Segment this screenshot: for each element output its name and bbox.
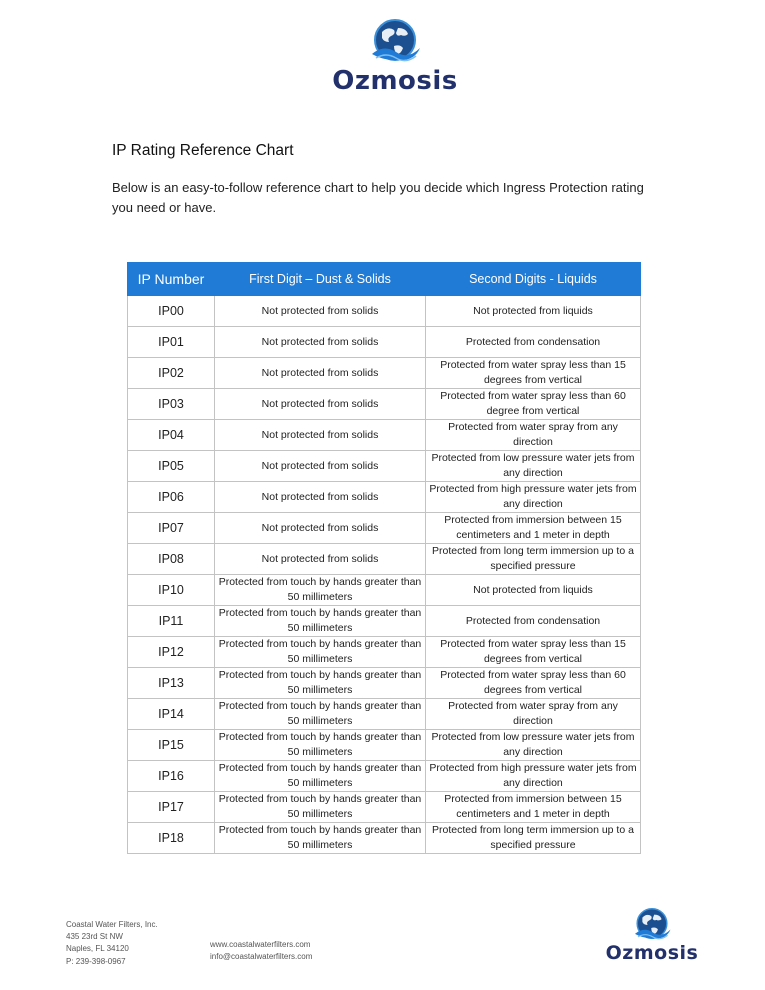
second-digit-cell: Not protected from liquids — [426, 575, 641, 606]
first-digit-cell: Not protected from solids — [215, 513, 426, 544]
ip-number-cell: IP03 — [128, 389, 215, 420]
second-digit-cell: Protected from immersion between 15 centimeters and 1 meter in depth — [426, 513, 641, 544]
header-second-digits: Second Digits - Liquids — [426, 263, 641, 296]
table-row — [128, 606, 641, 637]
table-row — [128, 389, 641, 420]
second-digit-cell: Protected from immersion between 15 centimeters and 1 meter in depth — [426, 792, 641, 823]
second-digit-cell: Protected from condensation — [426, 327, 641, 358]
second-digit-cell: Protected from low pressure water jets from any direction — [426, 730, 641, 761]
ip-number-cell: IP05 — [128, 451, 215, 482]
footer-phone: P: 239-398-0967 — [66, 956, 126, 966]
table-row — [128, 823, 641, 854]
table-row — [128, 761, 641, 792]
ip-number-cell: IP04 — [128, 420, 215, 451]
ip-number-cell: IP15 — [128, 730, 215, 761]
first-digit-cell: Not protected from solids — [215, 358, 426, 389]
first-digit-cell: Protected from touch by hands greater than 50 millimeters — [215, 637, 426, 668]
first-digit-cell: Protected from touch by hands greater than 50 millimeters — [215, 792, 426, 823]
first-digit-cell: Not protected from solids — [215, 451, 426, 482]
first-digit-cell: Not protected from solids — [215, 327, 426, 358]
ip-number-cell: IP18 — [128, 823, 215, 854]
table-row — [128, 358, 641, 389]
ip-number-cell: IP01 — [128, 327, 215, 358]
second-digit-cell: Protected from long term immersion up to a specified pressure — [426, 823, 641, 854]
table-row — [128, 575, 641, 606]
second-digit-cell: Protected from water spray less than 60 degrees from vertical — [426, 668, 641, 699]
table-row — [128, 451, 641, 482]
table-body — [128, 296, 641, 854]
ip-number-cell: IP16 — [128, 761, 215, 792]
table-row — [128, 668, 641, 699]
second-digit-cell: Protected from water spray less than 15 degrees from vertical — [426, 637, 641, 668]
first-digit-cell: Protected from touch by hands greater than 50 millimeters — [215, 699, 426, 730]
second-digit-cell: Protected from water spray from any direction — [426, 699, 641, 730]
footer-city: Naples, FL 34120 — [66, 944, 129, 954]
table-row — [128, 420, 641, 451]
footer-email[interactable]: info@coastalwaterfilters.com — [210, 952, 313, 961]
table-row — [128, 699, 641, 730]
first-digit-cell: Protected from touch by hands greater than 50 millimeters — [215, 606, 426, 637]
footer-street: 435 23rd St NW — [66, 932, 123, 942]
table-row — [128, 327, 641, 358]
ip-number-cell: IP07 — [128, 513, 215, 544]
first-digit-cell: Protected from touch by hands greater than 50 millimeters — [215, 575, 426, 606]
table-row — [128, 296, 641, 327]
header-logo — [327, 18, 463, 98]
footer-address — [66, 919, 158, 968]
first-digit-cell: Not protected from solids — [215, 544, 426, 575]
second-digit-cell: Protected from water spray from any direction — [426, 420, 641, 451]
first-digit-cell: Protected from touch by hands greater than 50 millimeters — [215, 730, 426, 761]
header-first-digit: First Digit – Dust & Solids — [215, 263, 426, 296]
intro-paragraph: Below is an easy-to-follow reference chart to help you decide which Ingress Protection rating you need or have. — [112, 180, 644, 215]
ip-number-cell: IP10 — [128, 575, 215, 606]
globe-logo-icon — [368, 18, 422, 66]
second-digit-cell: Protected from long term immersion up to a specified pressure — [426, 544, 641, 575]
table-row — [128, 544, 641, 575]
footer-company: Coastal Water Filters, Inc. — [66, 920, 158, 929]
ip-number-cell: IP17 — [128, 792, 215, 823]
footer-website[interactable]: www.coastalwaterfilters.com — [210, 940, 311, 949]
first-digit-cell: Protected from touch by hands greater than 50 millimeters — [215, 823, 426, 854]
second-digit-cell: Not protected from liquids — [426, 296, 641, 327]
first-digit-cell: Not protected from solids — [215, 296, 426, 327]
table-row — [128, 513, 641, 544]
ip-number-cell: IP06 — [128, 482, 215, 513]
header-ip-number: IP Number — [128, 263, 215, 296]
first-digit-cell: Protected from touch by hands greater than 50 millimeters — [215, 668, 426, 699]
ip-number-cell: IP00 — [128, 296, 215, 327]
globe-logo-icon — [632, 907, 672, 943]
second-digit-cell: Protected from high pressure water jets from any direction — [426, 482, 641, 513]
table-header-row — [128, 263, 641, 296]
table-row — [128, 637, 641, 668]
footer-logo — [600, 907, 704, 963]
ip-number-cell: IP08 — [128, 544, 215, 575]
ip-number-cell: IP14 — [128, 699, 215, 730]
ip-number-cell: IP11 — [128, 606, 215, 637]
first-digit-cell: Not protected from solids — [215, 482, 426, 513]
page-title: IP Rating Reference Chart — [112, 142, 294, 159]
ip-number-cell: IP12 — [128, 637, 215, 668]
first-digit-cell: Not protected from solids — [215, 420, 426, 451]
brand-name: Ozmosis — [332, 66, 458, 96]
footer-brand-name: Ozmosis — [605, 942, 699, 964]
second-digit-cell: Protected from water spray less than 60 degree from vertical — [426, 389, 641, 420]
footer-contact — [210, 939, 312, 963]
table-row — [128, 792, 641, 823]
first-digit-cell: Protected from touch by hands greater than 50 millimeters — [215, 761, 426, 792]
first-digit-cell: Not protected from solids — [215, 389, 426, 420]
second-digit-cell: Protected from low pressure water jets from any direction — [426, 451, 641, 482]
ip-number-cell: IP13 — [128, 668, 215, 699]
table-row — [128, 730, 641, 761]
second-digit-cell: Protected from condensation — [426, 606, 641, 637]
second-digit-cell: Protected from high pressure water jets from any direction — [426, 761, 641, 792]
table-row — [128, 482, 641, 513]
ip-rating-table — [127, 262, 641, 854]
second-digit-cell: Protected from water spray less than 15 degrees from vertical — [426, 358, 641, 389]
ip-number-cell: IP02 — [128, 358, 215, 389]
